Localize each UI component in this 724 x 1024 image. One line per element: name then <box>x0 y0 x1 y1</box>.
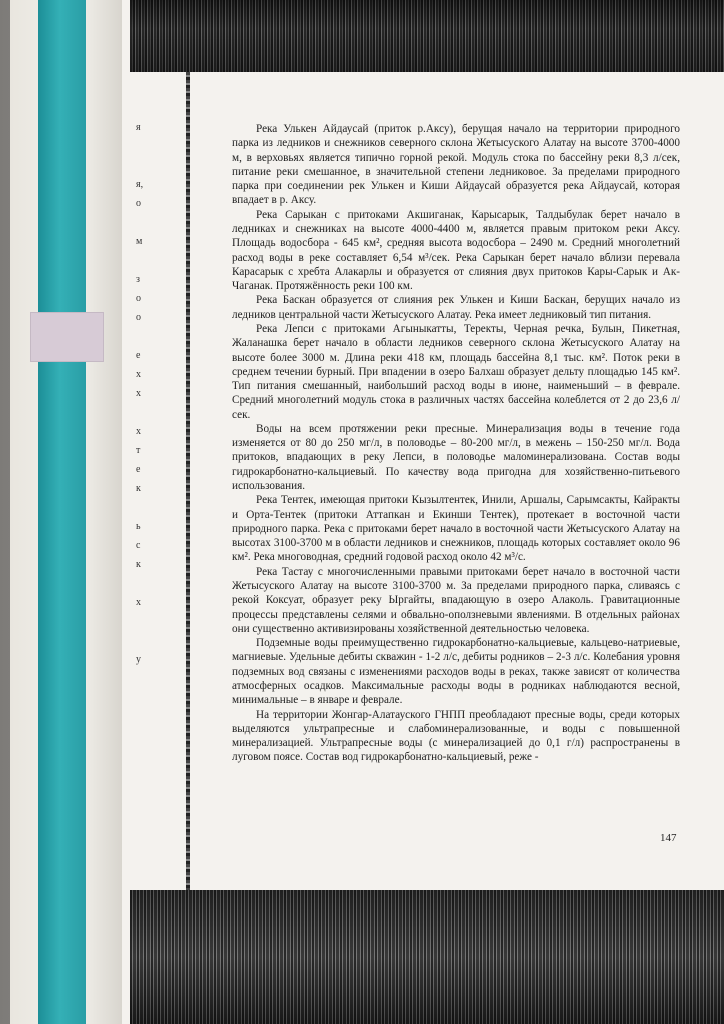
margin-letter: у <box>136 654 141 665</box>
margin-letter: х <box>136 426 141 437</box>
margin-letter <box>136 213 158 232</box>
paragraph-tentek: Река Тентек, имеющая притоки Кызылтентек, Инили, Аршалы, Сарымсакты, Кайракты и Орта-Тентек (притоки Аттапкан и Екинши Тентек), протекает в восточной части природного парка. Река с притоками берет начало в восточной части Жетысуского Алатау на высотах 3100-3700 м в области ледников и снежников, площадь которых составляет около 96 км². Река многоводная, средний годовой расход около 42 м³/с. <box>232 494 680 564</box>
margin-letter <box>136 137 158 156</box>
margin-letter <box>136 574 158 593</box>
paragraph-tastau: Река Тастау с многочисленными правыми притоками берет начало в восточной части Жетысуского Алатау на высоте 3100-3700 м. За пределами природного парка, сливаясь с рекой Коксуат, образует реку Ыргайты, впадающую в озеро Алаколь. Гравитационные процессы представлены селями и обвально-оползневыми явлениями. В отдельных районах они существенно активизированы хозяйственной деятельностью человека. <box>232 565 680 635</box>
paragraph-lepsi: Река Лепси с притоками Агыныкатты, Теректы, Черная речка, Булын, Пикетная, Жаланашка берет начало в области ледников северного склона Жетысуского Алатау на высоте более 3000 м. Длина реки 418 км, площадь бассейна 8,1 тыс. км². Поток реки в среднем течении бурный. При впадении в озеро Балхаш образует дельту площадью 145 км². Тип питания смешанный, наибольший расход воды в июне, наименьший – в феврале. Средний многолетний модуль стока в различных частях бассейна колеблется от 2 до 23,6 л/сек. <box>232 322 680 421</box>
scan-noise-top <box>130 0 724 72</box>
margin-letter: з <box>136 274 140 285</box>
margin-letter: к <box>136 559 141 570</box>
margin-letter: ь <box>136 521 141 532</box>
margin-letter: с <box>136 540 141 551</box>
margin-letter: е <box>136 350 141 361</box>
margin-letter <box>136 612 158 631</box>
margin-letter <box>136 403 158 422</box>
margin-letter: х <box>136 369 141 380</box>
margin-letter <box>136 156 158 175</box>
paragraph-baskan: Река Баскан образуется от слияния рек Улькен и Киши Баскан, берущих начало из ледников центральной части Жетысуского Алатау. Река имеет ледниковый тип питания. <box>232 294 680 321</box>
margin-letter: м <box>136 236 143 247</box>
paragraph-sarykan: Река Сарыкан с притоками Акшиганак, Карысарык, Талдыбулак берет начало в ледниках и снежниках на высоте 4000-4400 м, является правым притоком реки Аксу. Площадь водосбора - 645 км², средняя высота водосбора – 2490 м. Средний многолетний расход воды в реке составляет 6,54 м³/сек. Река Сарыкан берет начало вблизи перевала Карасарык с хребта Алакарлы и образуется от слияния двух притоков Кары-Сарык и Ак-Чаганак. Протяжённость реки 100 км. <box>232 208 680 293</box>
margin-letter: х <box>136 597 141 608</box>
margin-letter: я, <box>136 179 144 190</box>
body-text <box>232 122 680 765</box>
margin-letter: т <box>136 445 141 456</box>
margin-letter <box>136 251 158 270</box>
book-cover-edge <box>38 0 86 1024</box>
paragraph-lepsi-water: Воды на всем протяжении реки пресные. Минерализация воды в течение года изменяется от 80 до 250 мг/л, в половодье – 80-200 мг/л, в межень – 150-250 мг/л. Вода притоков, впадающих в реку Лепси, в половодье маломинерализована. Состав воды гидрокарбонатно-кальциевый. По качеству вода пригодна для хозяйственно-питьевого использования. <box>232 422 680 493</box>
binding-gutter-shadow <box>186 72 190 890</box>
paragraph-ulken-aydausay: Река Улькен Айдаусай (приток р.Аксу), берущая начало на территории природного парка из ледников и снежников северного склона Жетысуского Алатау на высоте 3700-4000 м, в верховьях является типично горной рекой. Модуль стока по бассейну реки 8,3 л/сек, питание реки смешанное, в значительной степени ледниковое. За пределами природного парка при соединении рек Улькен и Киши Айдаусай образуется река Айдаусай, которая впадает в р. Аксу. <box>232 123 680 207</box>
margin-letter <box>136 327 158 346</box>
margin-letter: я <box>136 122 141 133</box>
margin-letter: о <box>136 312 141 323</box>
margin-letter <box>136 631 158 650</box>
paragraph-water-mineralization: На территории Жонгар-Алатауского ГНПП преобладают пресные воды, среди которых выделяются ультрапресные и слабоминерализованные, и воды с повышенной минерализацией. Ультрапресные воды (с минерализацией до 0,1 г/л) распространены в луговом поясе. Состав вод гидрокарбонатно-кальциевый, реже - <box>232 708 680 764</box>
margin-letter: о <box>136 198 141 209</box>
margin-letter: х <box>136 388 141 399</box>
page-number: 147 <box>660 832 677 844</box>
margin-letter: о <box>136 293 141 304</box>
previous-page-margin-letters <box>136 118 158 669</box>
scan-noise-bottom <box>130 890 724 1024</box>
paragraph-groundwater: Подземные воды преимущественно гидрокарбонатно-кальциевые, кальцево-натриевые, магниевые. Удельные дебиты скважин - 1-2 л/с, дебиты родников – 2-3 л/с. Колебания уровня подземных вод связаны с изменениями расходов воды в реках, также зависят от количества атмосферных осадков. Максимальные расходы воды в родниках наблюдаются весной, минимальные – в январе и феврале. <box>232 637 680 707</box>
bookmark-tab <box>30 312 104 362</box>
margin-letter <box>136 498 158 517</box>
margin-letter: е <box>136 464 141 475</box>
margin-letter: к <box>136 483 141 494</box>
